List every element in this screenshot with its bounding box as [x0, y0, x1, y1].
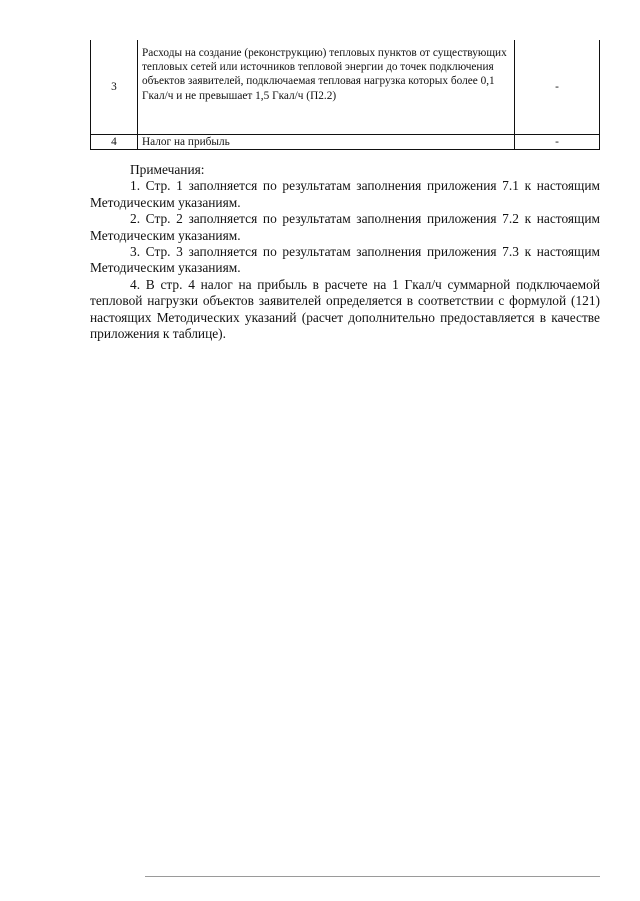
- table-row: [91, 135, 600, 150]
- note-item: 1. Стр. 1 заполняется по результатам заполнения приложения 7.1 к настоящим Методическим указаниям.: [90, 178, 600, 210]
- footer-divider: [145, 876, 600, 877]
- note-item: 3. Стр. 3 заполняется по результатам заполнения приложения 7.3 к настоящим Методическим указаниям.: [90, 244, 600, 276]
- row-number: 4: [91, 135, 138, 150]
- row-description: Расходы на создание (реконструкцию) тепловых пунктов от существующих тепловых сетей или источников тепловой энергии до точек подключения объектов заявителей, подключаемая тепловая нагрузка которых более 0,1 Гкал/ч и не превышает 1,5 Гкал/ч (П2.2): [138, 40, 515, 135]
- row-number: 3: [91, 40, 138, 135]
- notes-section: [90, 162, 600, 342]
- cost-table: [90, 40, 600, 150]
- table-row: [91, 40, 600, 135]
- note-item: 4. В стр. 4 налог на прибыль в расчете на 1 Гкал/ч суммарной подключаемой тепловой нагрузки объектов заявителей определяется в соответствии с формулой (121) настоящих Методических указаний (расчет дополнительно предоставляется в качестве приложения к таблице).: [90, 276, 600, 342]
- row-value: -: [515, 40, 600, 135]
- notes-title: Примечания:: [130, 162, 205, 177]
- row-description: Налог на прибыль: [138, 135, 515, 150]
- row-value: -: [515, 135, 600, 150]
- note-item: 2. Стр. 2 заполняется по результатам заполнения приложения 7.2 к настоящим Методическим указаниям.: [90, 211, 600, 243]
